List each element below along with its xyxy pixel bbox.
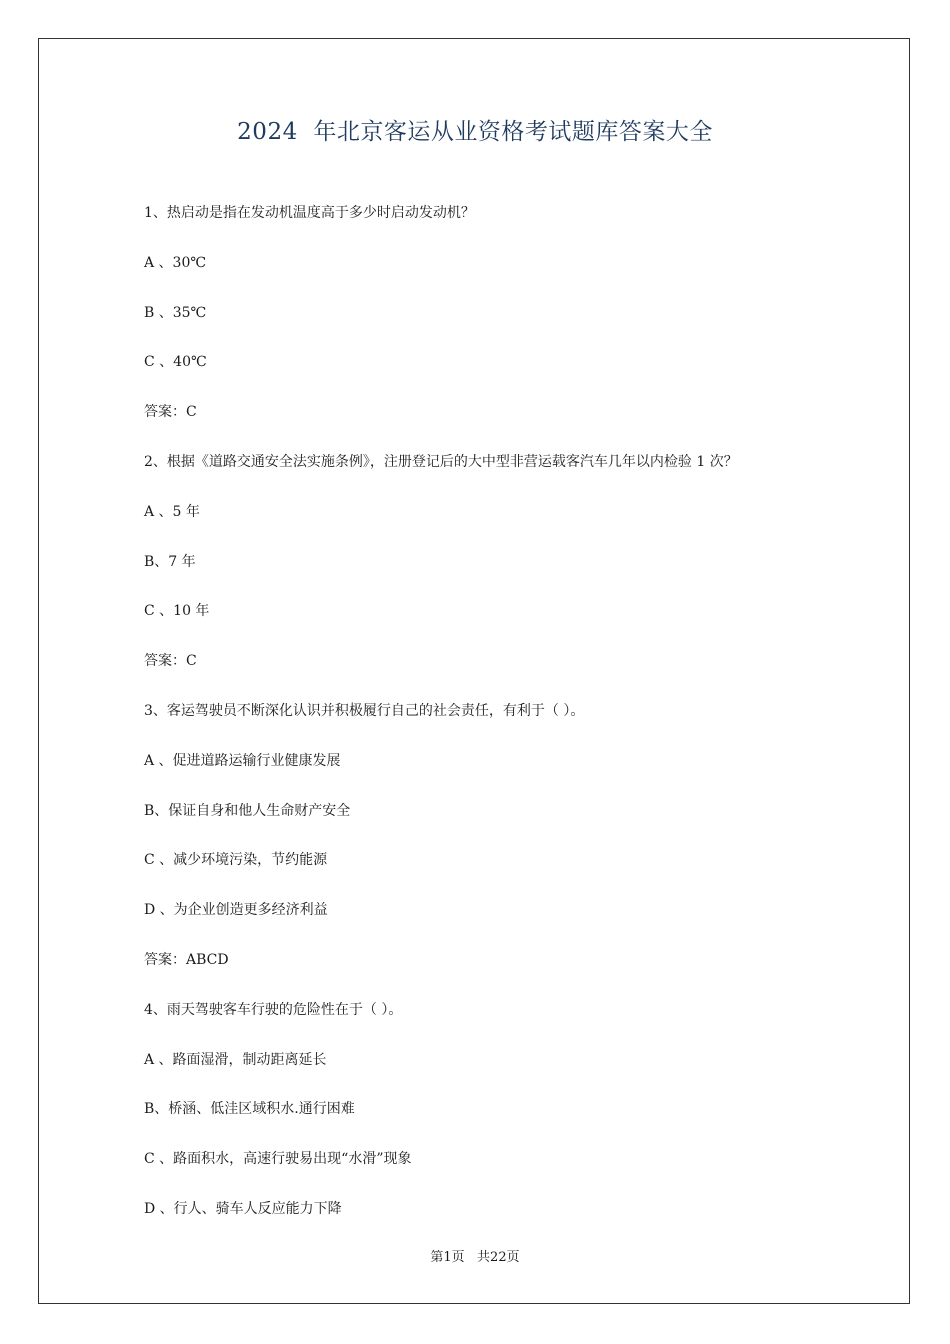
question-3-option-a: A 、促进道路运输行业健康发展 [144, 752, 341, 769]
question-4-option-c: C 、路面积水，高速行驶易出现“水滑”现象 [144, 1151, 412, 1168]
question-4-option-b: B、桥涵、低洼区域积水.通行困难 [144, 1101, 355, 1118]
question-list [144, 200, 844, 1246]
question-3-text: 3、客运驾驶员不断深化认识并积极履行自己的社会责任，有利于（ ）。 [144, 702, 585, 719]
question-2-option-c: C 、10 年 [144, 603, 210, 620]
question-3-option-d: D 、为企业创造更多经济利益 [144, 902, 328, 919]
question-4-option-d: D 、行人、骑车人反应能力下降 [144, 1200, 342, 1217]
question-1-option-a: A 、30℃ [144, 254, 207, 271]
question-2-option-b: B、7 年 [144, 553, 196, 570]
page-number: 第1页 共22页 [430, 1250, 520, 1265]
question-4-text: 4、雨天驾驶客车行驶的危险性在于（ ）。 [144, 1001, 403, 1018]
question-2-text: 2、根据《道路交通安全法实施条例》，注册登记后的大中型非营运载客汽车几年以内检验 1 次？ [144, 453, 738, 470]
question-1-text: 1、热启动是指在发动机温度高于多少时启动发动机？ [144, 205, 475, 221]
document-title: 2024 年北京客运从业资格考试题库答案大全 [237, 119, 713, 145]
question-1-option-b: B 、35℃ [144, 304, 207, 321]
question-4-option-a: A 、路面湿滑，制动距离延长 [144, 1051, 327, 1068]
question-1-option-c: C 、40℃ [144, 354, 207, 371]
question-2-option-a: A 、5 年 [144, 503, 200, 520]
question-3-option-c: C 、减少环境污染，节约能源 [144, 852, 328, 869]
question-3-answer: 答案：ABCD [144, 951, 229, 968]
question-3-option-b: B、保证自身和他人生命财产安全 [144, 802, 351, 819]
question-1-answer: 答案：C [144, 404, 197, 421]
question-2-answer: 答案：C [144, 653, 197, 670]
